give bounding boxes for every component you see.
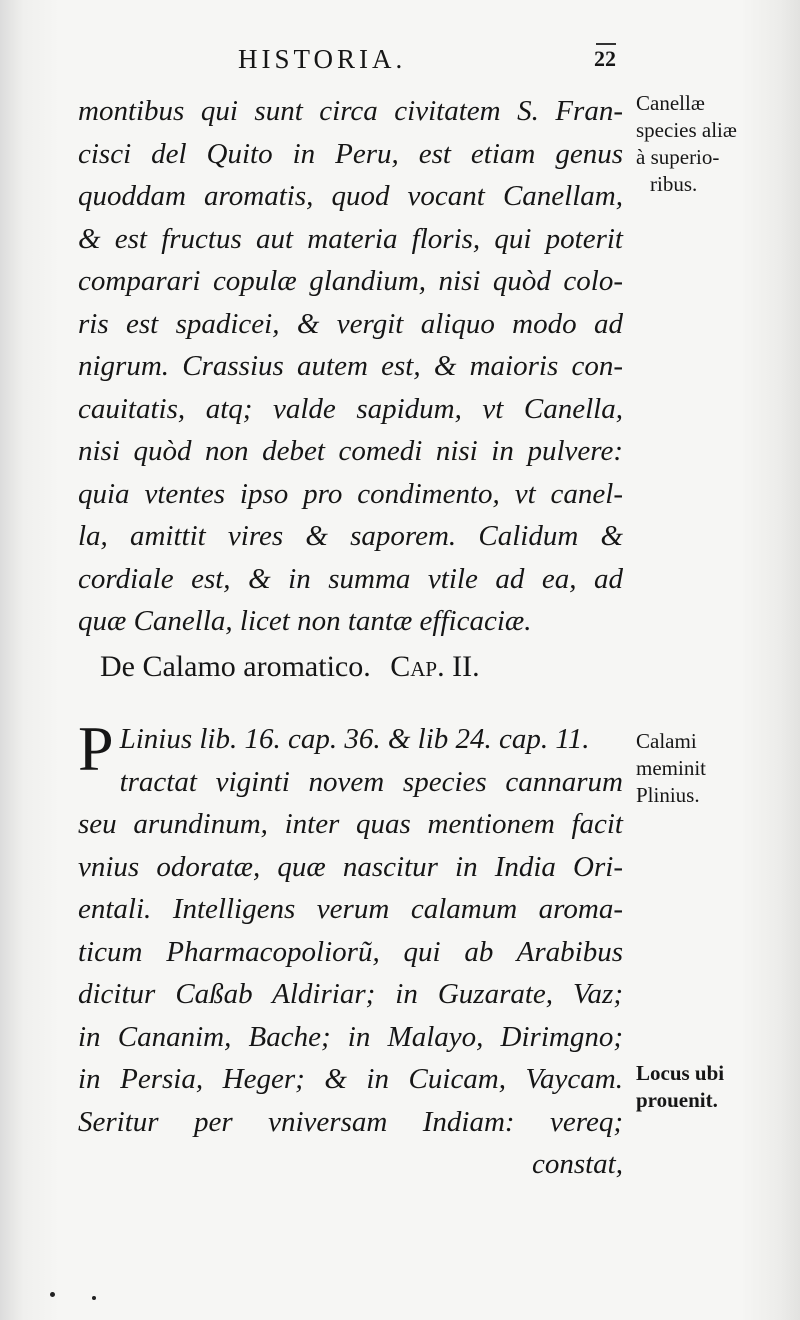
ink-speck [50,1292,55,1297]
page-number: 22 [594,46,616,71]
margin-note-locus [636,1060,724,1114]
text-line: comparari copulæ glandium, nisi quòd colo- [78,265,623,297]
text-line: tractat viginti novem species cannarum [119,765,623,798]
text-line: quia vtentes ipso pro condimento, vt canel- [78,477,623,510]
text-line: quæ Canella, licet non tantæ efficaciæ. [78,605,532,637]
margin-note-line: Canellæ [636,91,705,115]
margin-note-line: Plinius. [636,783,700,807]
chapter-number: Cap. II. [390,650,480,683]
text-line: nigrum. Crassius autem est, & maioris con- [78,350,623,382]
text-line: quoddam aromatis, quod vocant Canellam, [78,180,623,212]
margin-note-line: species aliæ [636,118,737,142]
chapter-heading [100,650,600,684]
ink-speck [92,1296,96,1300]
text-block-1 [78,90,623,643]
text-line: la, amittit vires & saporem. Calidum & [78,520,623,552]
text-line: dicitur Caßab Aldiriar; in Guzarate, Vaz; [78,978,623,1010]
text-line: cauitatis, atq; valde sapidum, vt Canella, [78,392,623,425]
margin-note-calami [636,728,706,809]
text-line: ris est spadicei, & vergit aliquo modo ad [78,307,623,340]
text-line: Linius lib. 16. cap. 36. & lib 24. cap. 11. [119,723,590,755]
margin-note-line: prouenit. [636,1088,718,1112]
margin-note-line: à superio- [636,145,720,169]
text-line: ticum Pharmacopoliorũ, qui ab Arabibus [78,935,623,968]
margin-note-line: ribus. [650,172,698,196]
text-line: in Cananim, Bache; in Malayo, Dirimgno; [78,1020,623,1053]
page-header [0,44,800,84]
text-line: cordiale est, & in summa vtile ad ea, ad [78,562,623,595]
catchword: constat, [531,1148,623,1180]
text-line: Seritur per vniversam Indiam: vereq; [78,1105,623,1138]
margin-note-line: Locus ubi [636,1061,725,1085]
margin-note-canella [636,90,737,198]
text-line: nisi quòd non debet comedi nisi in pulvere: [78,435,623,467]
margin-note-line: Calami [636,729,697,753]
text-line: & est fructus aut materia floris, qui poterit [78,222,623,255]
text-line: cisci del Quito in Peru, est etiam genus [78,137,623,170]
drop-cap: P [78,713,114,784]
text-line: vnius odoratæ, quæ nascitur in India Ori- [78,850,623,883]
text-block-2 [78,713,623,1186]
chapter-title: De Calamo aromatico. [100,650,371,683]
running-title: HISTORIA. [238,44,407,74]
text-line: in Persia, Heger; & in Cuicam, Vaycam. [78,1063,623,1095]
text-line: seu arundinum, inter quas mentionem facit [78,808,623,840]
text-line: montibus qui sunt circa civitatem S. Fran- [78,95,623,127]
text-line: entali. Intelligens verum calamum aroma- [78,893,623,925]
margin-note-line: meminit [636,756,706,780]
